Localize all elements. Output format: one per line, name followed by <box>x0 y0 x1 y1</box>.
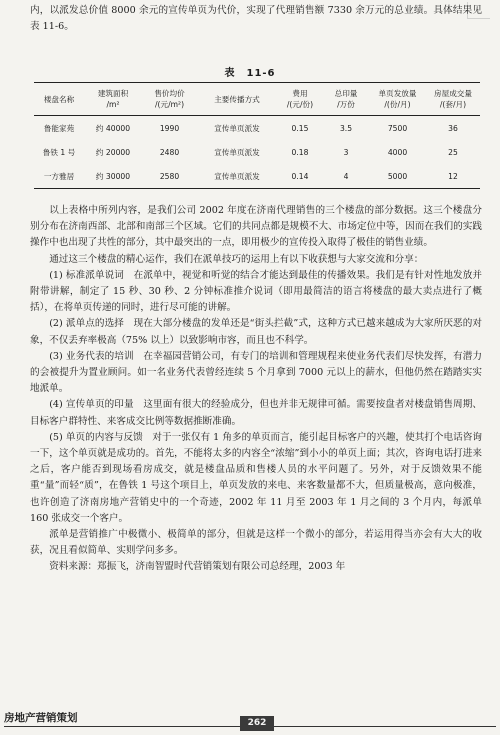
table-cell: 7500 <box>387 123 408 133</box>
header-cell: 主要传播方式 <box>197 83 277 116</box>
table-header-row <box>34 83 480 116</box>
body-paragraph: (2) 派单点的选择 现在大部分楼盘的发单还是“街头拦截”式，这种方式已越来越成为大家所厌恶的对象，不仅丢弃率极高（75% 以上）以致影响市容，而且也不科学。 <box>30 318 482 346</box>
table-cell: 0.15 <box>291 123 309 133</box>
table-cell: 0.14 <box>277 164 323 189</box>
table-cell: 3 <box>343 147 349 157</box>
header-cell: 建筑面积 /m² <box>84 83 142 116</box>
data-table <box>34 82 480 189</box>
table-cell: 约 20000 <box>95 147 131 157</box>
source-note: 资料来源：郑振飞，济南智盟时代营销策划有限公司总经理，2003 年 <box>49 561 346 573</box>
table-cell: 2480 <box>159 147 180 157</box>
table-cell: 5000 <box>369 164 426 189</box>
header-cell: 房屋成交量 /(套/月) <box>426 83 480 116</box>
table-cell: 0.18 <box>291 147 309 157</box>
body-paragraph: 派单是营销推广中极微小、极简单的部分，但就是这样一个微小的部分，若运用得当亦会有大大的收获，况且看似简单、实则学问多多。 <box>30 529 482 557</box>
table-cell: 36 <box>448 123 458 133</box>
table-cell: 约 40000 <box>95 123 131 133</box>
table-cell: 约 30000 <box>84 164 142 189</box>
table-row <box>34 140 480 164</box>
intro-text: 内，以派发总价值 8000 余元的宣传单页为代价，实现了代理销售额 7330 余万元的总业绩。具体结果见表 11-6。 <box>30 5 482 33</box>
body-paragraph: (1) 标准派单说词 在派单中，视觉和听觉的结合才能达到最佳的传播效果。我们是有针对性地发放并附带讲解，制定了 15 秒、30 秒、2 分钟标准推介说词（即用最简洁的语言将楼盘的最大卖点进行了概括），在将单页传递的同时，进行尽可能的讲解。 <box>30 269 482 314</box>
table-cell: 宣传单页派发 <box>214 123 260 133</box>
table-cell: 一方雅居 <box>34 164 84 189</box>
table-cell: 1990 <box>159 123 180 133</box>
body-paragraph: (3) 业务代表的培训 在幸福园营销公司，有专门的培训和管理规程来使业务代表们尽快发挥，有潜力的会被提升为置业顾问。如一名业务代表曾经连续 5 个月拿到 7000 元以上的薪水，但他仍然在踏踏实实地派单。 <box>30 350 482 395</box>
table-cell: 3.5 <box>339 123 353 133</box>
table-caption: 表 11-6 <box>224 68 276 79</box>
book-title: 房地产营销策划 <box>4 712 78 724</box>
body-paragraph: (5) 单页的内容与反馈 对于一张仅有 1 角多的单页而言，能引起目标客户的兴趣，使其打个电话咨询一下，这个单页就是成功的。首先，不能将太多的内容全“浓缩”到小小的单页上面；其次，咨询电话打进来之后，客户能否到现场看房成交，就是楼盘品质和售楼人员的水平问题了。另外，对于反馈效果不能重“量”而轻“质”，在鲁铁 1 号这个项目上，单页发放的来电、来客数量都不大，但质量极高，意向极准，也许创造了济南房地产营销史中的一个奇迹，2002 年 11 月至 2003 年 1 月之间的 3 个月内，每派单 160 张成交一个客户。 <box>30 431 482 524</box>
header-cell: 售价均价 /(元/m²) <box>142 83 197 116</box>
table-cell: 12 <box>426 164 480 189</box>
body-text <box>30 203 482 576</box>
table-row <box>34 116 480 141</box>
table-cell: 4000 <box>387 147 408 157</box>
table-cell: 鲁铁 1 号 <box>42 147 76 157</box>
page-number: 262 <box>240 716 274 731</box>
table-cell: 宣传单页派发 <box>197 164 277 189</box>
header-cell: 单页发放量 /(份/月) <box>369 83 426 116</box>
table-cell: 4 <box>323 164 369 189</box>
table-cell: 25 <box>448 147 458 157</box>
table-cell: 2580 <box>142 164 197 189</box>
table-row <box>34 164 480 189</box>
table-cell: 鲁能家苑 <box>43 123 75 133</box>
body-paragraph: 通过这三个楼盘的精心运作，我们在派单技巧的运用上有以下收获想与大家交流和分享： <box>49 253 424 265</box>
intro-paragraph <box>30 3 482 35</box>
table-cell: 宣传单页派发 <box>214 147 260 157</box>
header-cell: 总印量 /万份 <box>323 83 369 116</box>
body-paragraph: 以上表格中所列内容，是我们公司 2002 年度在济南代理销售的三个楼盘的部分数据。这三个楼盘分别分布在济南西部、北部和南部三个区域。它们的共同点都是规模不大、市场定位中等，因而在我们的实践操作中也出现了共性的部分，其中最突出的一点，即用极少的宣传投入取得了极佳的销售业绩。 <box>30 205 482 249</box>
header-cell: 楼盘名称 <box>34 83 84 116</box>
header-cell: 费用 /(元/份) <box>277 83 323 116</box>
body-paragraph: (4) 宣传单页的印量 这里面有很大的经验成分，但也并非无规律可循。需要按盘者对楼盘销售周期、目标客户群特性、来客成交比例等数据推断准确。 <box>30 399 482 427</box>
